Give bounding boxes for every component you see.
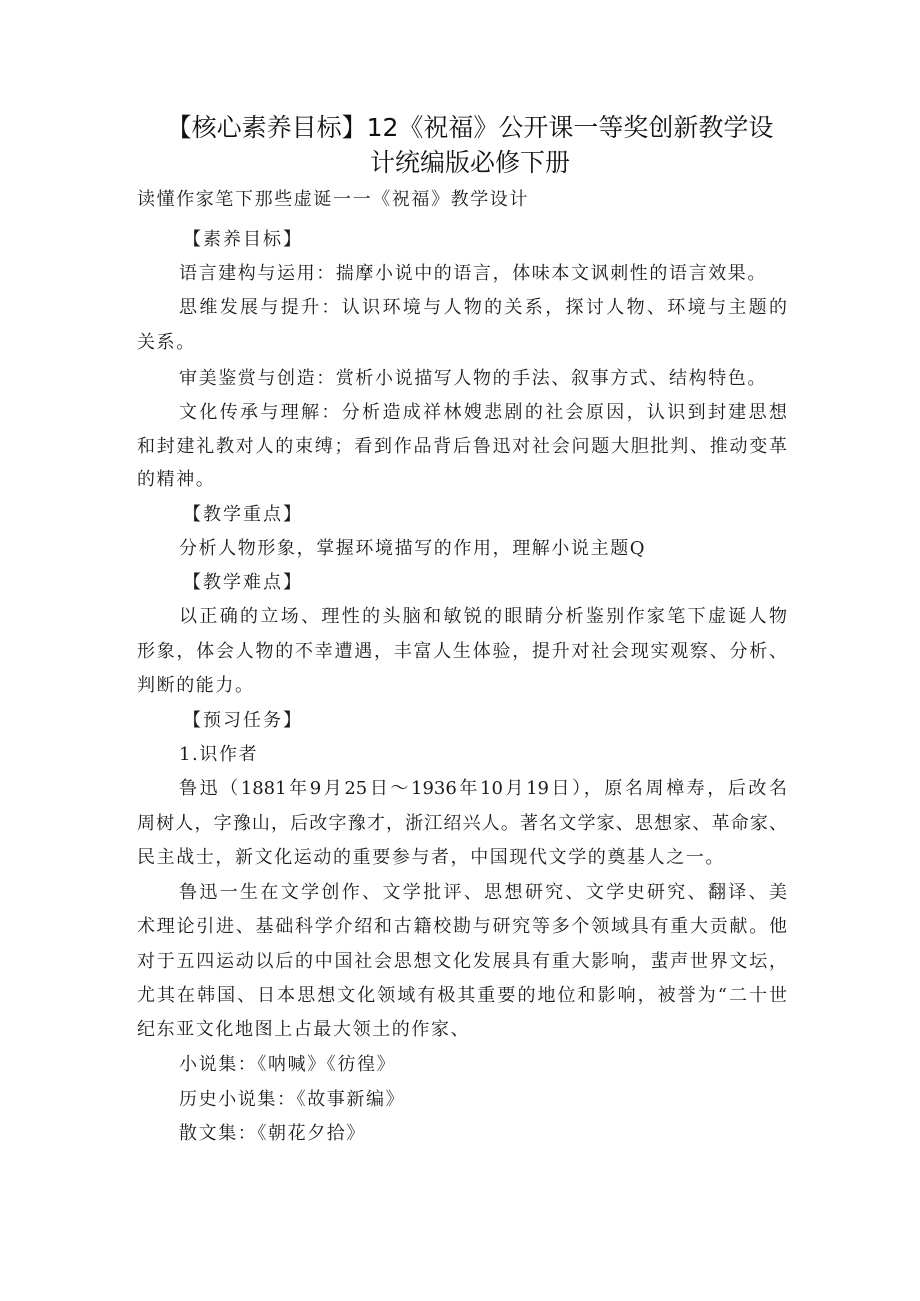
goal-culture-line-1: 文化传承与理解：分析造成祥林嫂悲剧的社会原因，认识到封建思想 (179, 402, 787, 423)
goal-language: 语言建构与运用：揣摩小说中的语言，体味本文讽刺性的语言效果。 (179, 263, 767, 284)
author-contrib-line-5: 纪东亚文化地图上占最大领土的作家、 (137, 1019, 471, 1040)
author-contrib-line-1: 鲁迅一生在文学创作、文学批评、思想研究、文学史研究、翻译、美 (179, 882, 787, 903)
section-heading-goals: 【素养目标】 (183, 229, 303, 250)
works-item: 散文集：《朝花夕拾》 (179, 1123, 366, 1144)
works-item: 小说集：《呐喊》《彷徨》 (179, 1054, 397, 1075)
goal-aesthetic: 审美鉴赏与创造：赏析小说描写人物的手法、叙事方式、结构特色。 (179, 368, 767, 389)
goal-culture-line-3: 的精神。 (137, 469, 216, 490)
difficulties-line-3: 判断的能力。 (137, 675, 255, 696)
preview-item-1: 1.识作者 (179, 744, 259, 765)
works-item: 历史小说集：《故事新编》 (179, 1089, 406, 1110)
difficulties-line-2: 形象，体会人物的不幸遭遇，丰富人生体验，提升对社会现实观察、分析、 (137, 641, 787, 662)
goal-thinking-line-1: 思维发展与提升：认识环境与人物的关系，探讨人物、环境与主题的 (179, 297, 787, 318)
document-subtitle: 读懂作家笔下那些虚诞一一《祝福》教学设计 (137, 189, 529, 210)
author-contrib-line-3: 对于五四运动以后的中国社会思想文化发展具有重大影响，蜚声世界文坛， (137, 951, 787, 972)
key-points-text: 分析人物形象，掌握环境描写的作用，理解小说主题Q (179, 538, 647, 559)
section-heading-key-points: 【教学重点】 (183, 504, 303, 525)
goal-culture-line-2: 和封建礼教对人的束缚；看到作品背后鲁迅对社会问题大胆批判、推动变革 (137, 436, 787, 457)
author-contrib-line-4: 尤其在韩国、日本思想文化领域有极其重要的地位和影响，被誉为“二十世 (137, 985, 787, 1006)
section-heading-difficulties: 【教学难点】 (183, 572, 303, 593)
author-contrib-line-2: 术理论引进、基础科学介绍和古籍校勘与研究等多个领域具有重大贡献。他 (137, 916, 787, 937)
author-bio-line-1: 鲁迅（1881年9月25日～1936年10月19日），原名周樟寿，后改名 (179, 778, 787, 799)
difficulties-line-1: 以正确的立场、理性的头脑和敏锐的眼睛分析鉴别作家笔下虚诞人物 (179, 606, 787, 627)
goal-thinking-line-2: 关系。 (137, 332, 196, 353)
section-heading-preview: 【预习任务】 (183, 710, 303, 731)
author-bio-line-3: 民主战士，新文化运动的重要参与者，中国现代文学的奠基人之一。 (137, 847, 725, 868)
document-title-line-1: 【核心素养目标】12《祝福》公开课一等奖创新教学设 (166, 113, 774, 142)
author-bio-line-2: 周树人，字豫山，后改字豫才，浙江绍兴人。著名文学家、思想家、革命家、 (137, 813, 787, 834)
document-title-line-2: 计统编版必修下册 (369, 148, 570, 177)
